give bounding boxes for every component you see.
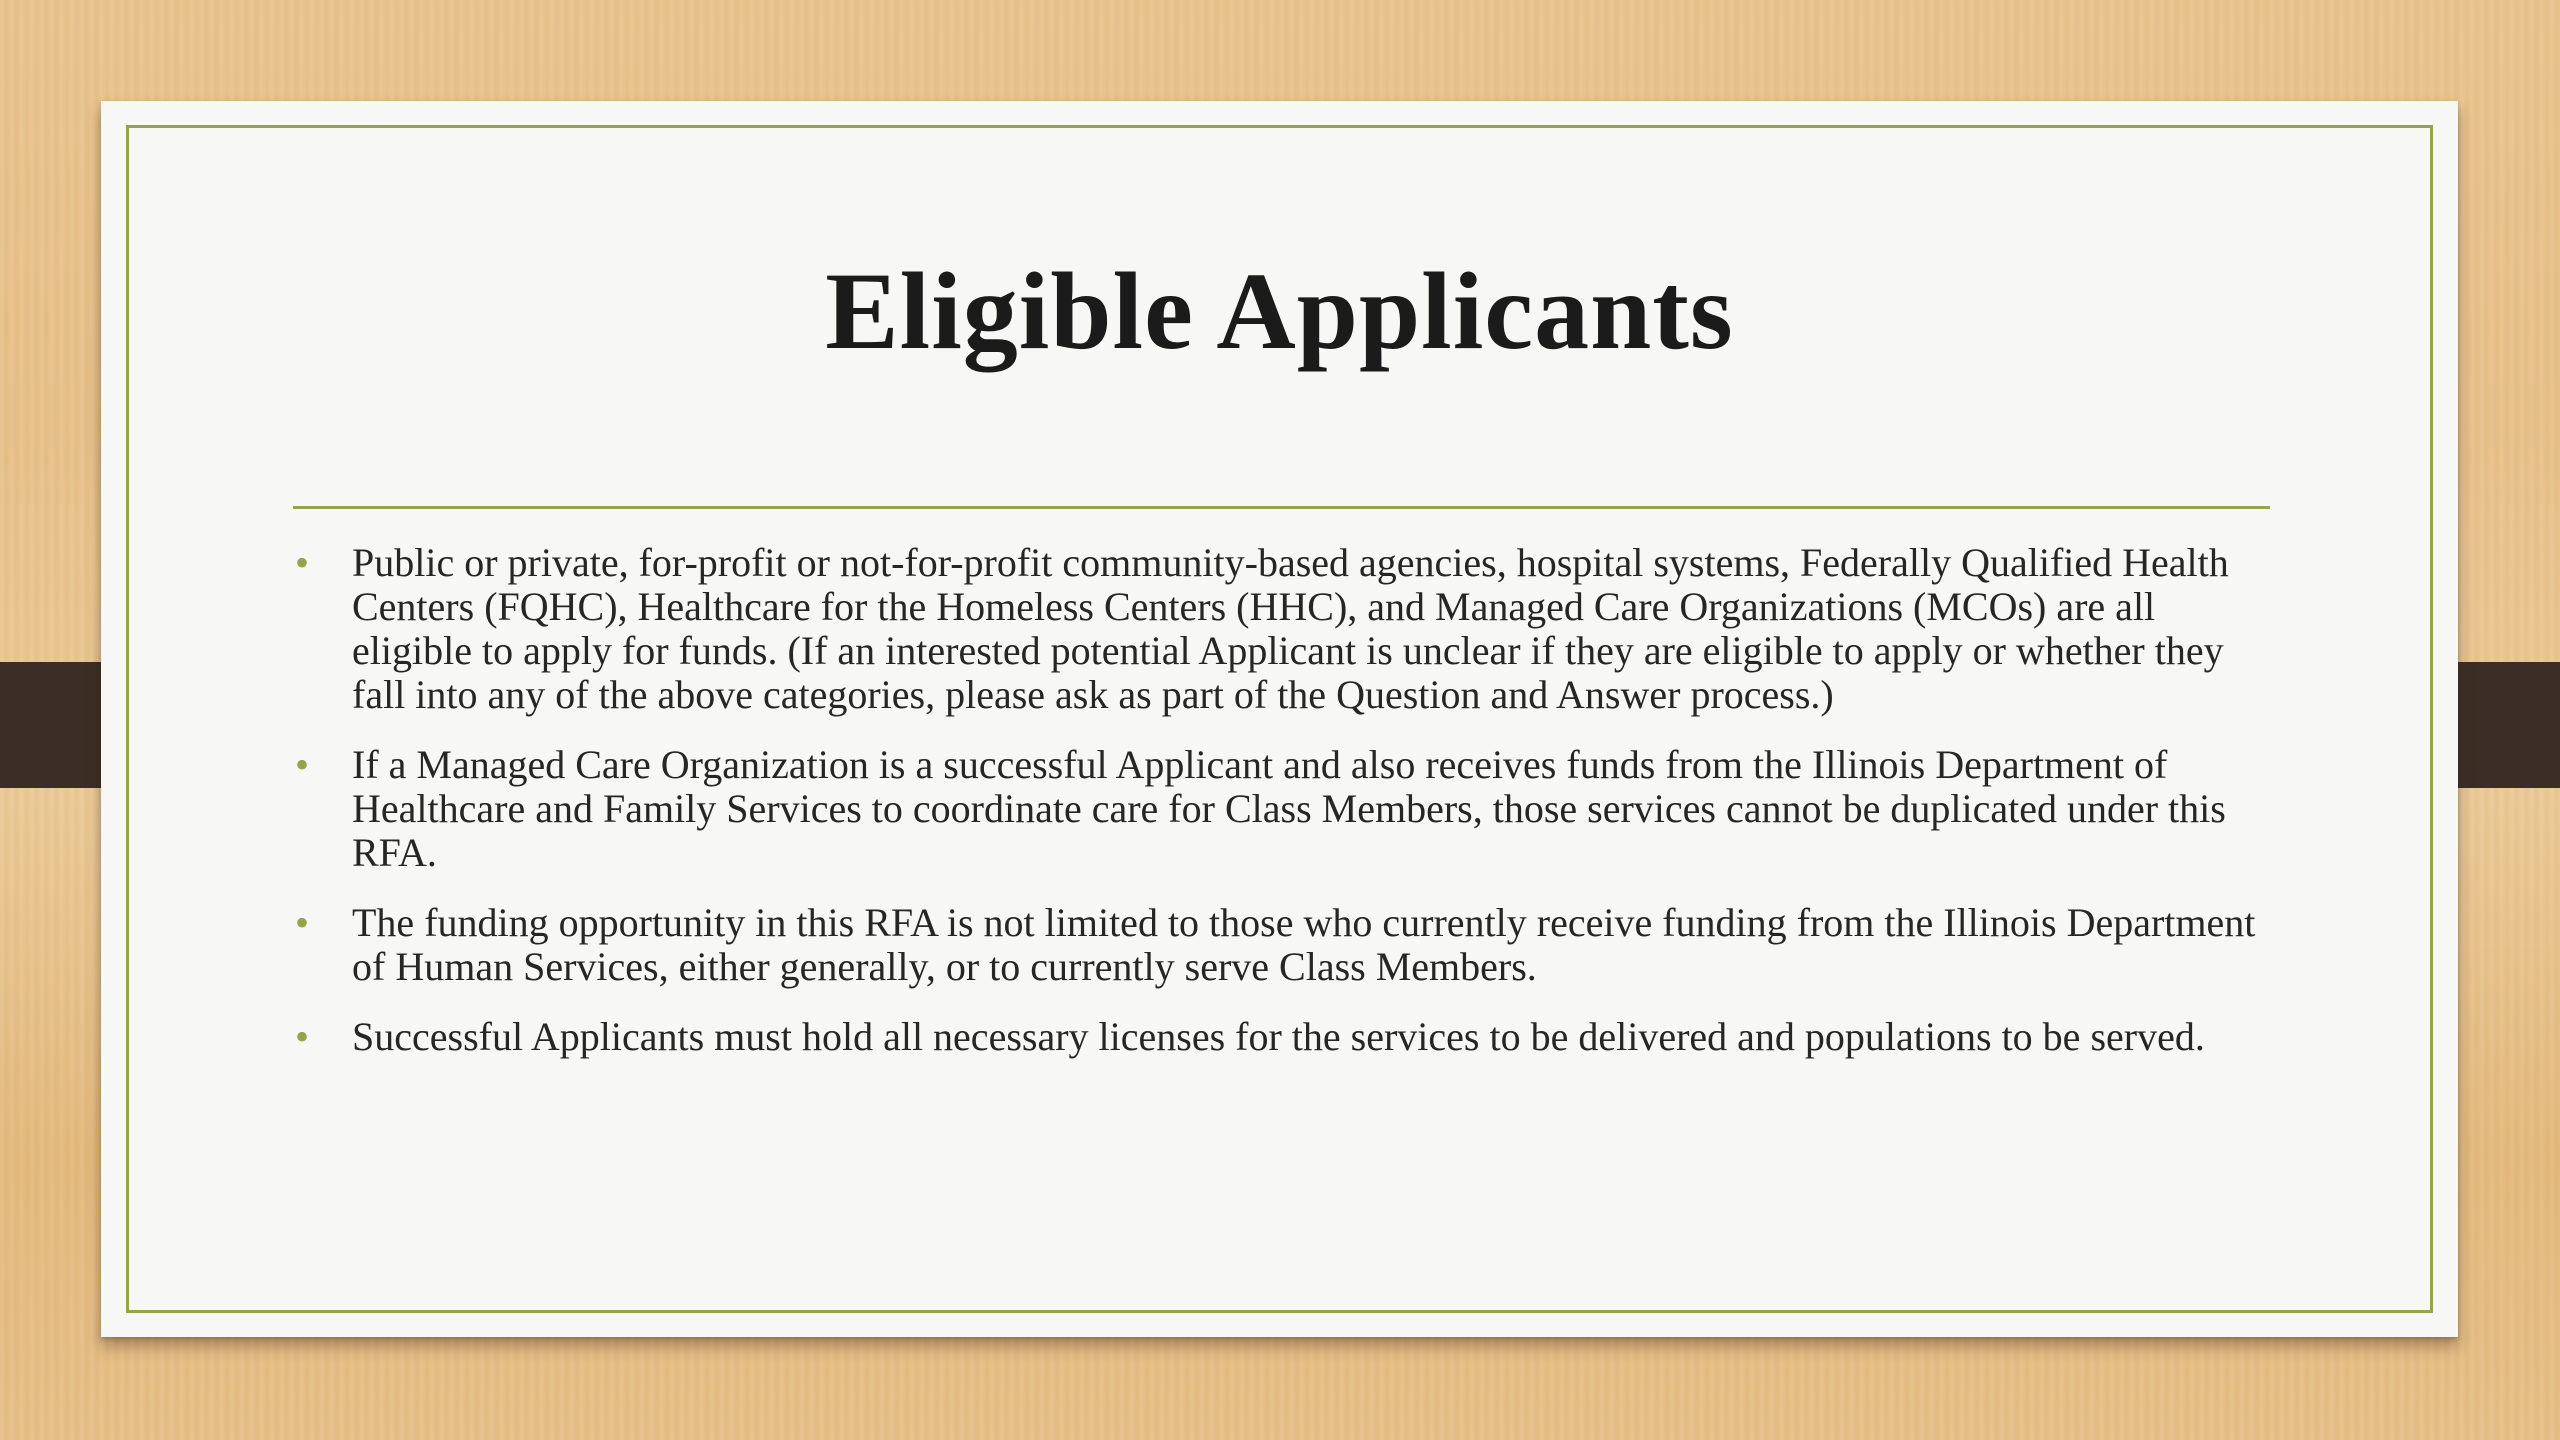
bullet-dot-icon: • [295,540,310,585]
bullet-dot-icon: • [295,900,310,945]
bullet-dot-icon: • [295,1014,310,1059]
bullet-item [293,743,2283,875]
title-divider [293,506,2270,509]
bullet-text: The funding opportunity in this RFA is not limited to those who currently receive funding from the Illinois Department of Human Services, either generally, or to currently serve Class Members. [352,900,2256,989]
bullet-text: Public or private, for-profit or not-for-profit community-based agencies, hospital systems, Federally Qualified Health Centers (FQHC), Healthcare for the Homeless Centers (HHC), and Managed Care Organizations (MCOs) are all eligible to apply for funds. (If an interested potential Applicant is unclear if they are eligible to apply or whether they fall into any of the above categories, please ask as part of the Question and Answer process.) [352,540,2229,717]
slide [101,101,2458,1337]
bullet-text: If a Managed Care Organization is a successful Applicant and also receives funds from the Illinois Department of Healthcare and Family Services to coordinate care for Class Members, those services cannot be duplicated under this RFA. [352,742,2226,875]
bullet-dot-icon: • [295,742,310,787]
bullet-list [293,541,2283,1085]
bullet-item [293,541,2283,717]
bullet-item [293,1015,2283,1059]
bullet-text: Successful Applicants must hold all necessary licenses for the services to be delivered and populations to be served. [352,1014,2205,1059]
slide-title: Eligible Applicants [825,250,1734,372]
bullet-item [293,901,2283,989]
